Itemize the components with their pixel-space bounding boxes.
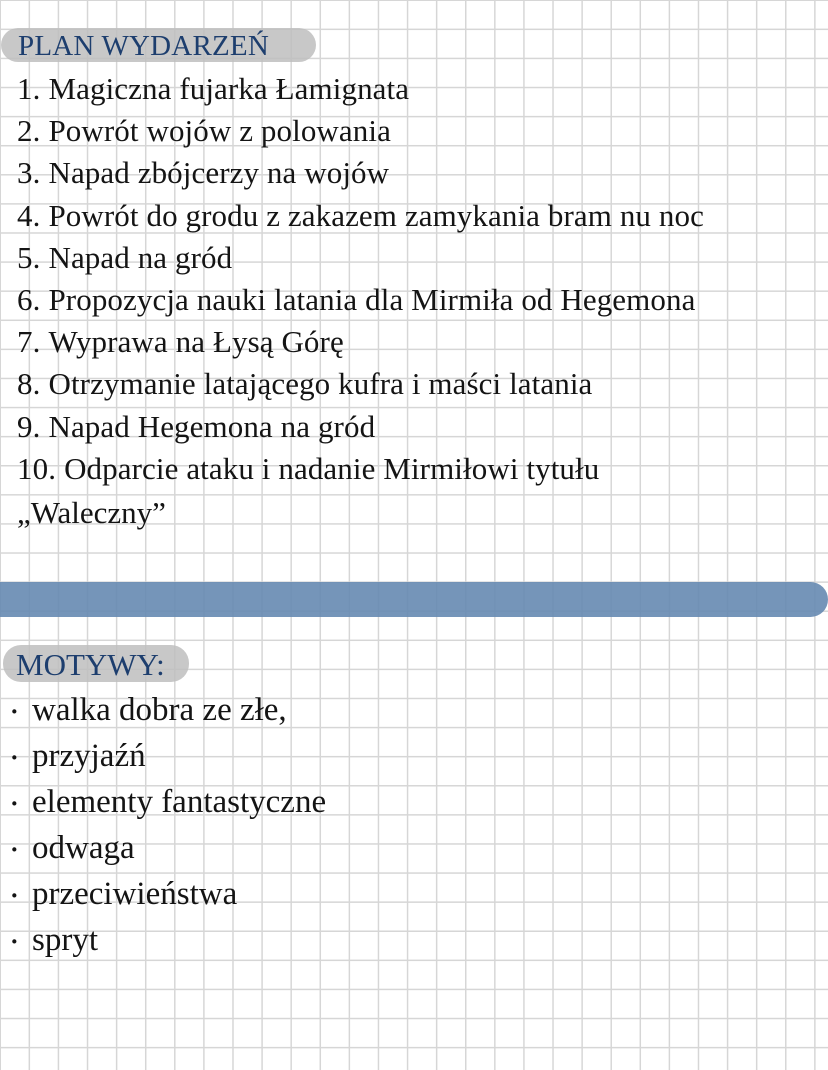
plan-item-text: Otrzymanie latającego kufra i maści latania (48, 366, 593, 402)
motif-item (0, 779, 326, 825)
plan-item (0, 68, 704, 110)
plan-item-text: Odparcie ataku i nadanie Mirmiłowi tytułu (64, 450, 600, 486)
plan-item-number: 6. (17, 281, 41, 317)
plan-item-number: 1. (17, 71, 41, 106)
plan-item-number: 2. (17, 113, 41, 149)
plan-item-text: Propozycja nauki latania dla Mirmiła od Hegemona (48, 281, 696, 317)
motif-item (0, 733, 326, 779)
motif-text: przeciwieństwa (32, 876, 238, 912)
plan-item-continuation: „Waleczny” (17, 495, 166, 530)
plan-item (0, 110, 704, 152)
plan-item-number: 10. (17, 450, 57, 486)
plan-item-number: 8. (17, 366, 41, 402)
plan-events-list (0, 68, 704, 490)
plan-item-text: Magiczna fujarka Łamignata (48, 71, 410, 106)
plan-item (0, 406, 704, 448)
motif-text: przyjaźń (32, 738, 146, 774)
plan-item (0, 363, 704, 405)
section-divider-bar (0, 582, 828, 617)
plan-item-text: Napad Hegemona na gród (48, 408, 376, 444)
plan-item (0, 237, 704, 279)
motif-item (0, 687, 326, 733)
bullet-dot-icon: · (10, 743, 19, 772)
plan-item-text: Powrót do grodu z zakazem zamykania bram nu noc (48, 197, 704, 233)
plan-item-number: 9. (17, 408, 41, 444)
motif-text: walka dobra ze złe, (32, 692, 287, 728)
motif-item (0, 825, 326, 871)
motif-text: odwaga (32, 830, 135, 866)
plan-item (0, 195, 704, 237)
plan-item-text: Powrót wojów z polowania (48, 113, 391, 149)
plan-item-text: Wyprawa na Łysą Górę (48, 324, 344, 360)
plan-item-number: 4. (17, 197, 41, 233)
bullet-dot-icon: · (10, 881, 19, 910)
motif-text: spryt (32, 922, 98, 958)
motif-item (0, 871, 326, 917)
motifs-list (0, 687, 326, 963)
plan-item-number: 5. (17, 239, 41, 275)
motif-item (0, 917, 326, 963)
plan-item (0, 152, 704, 194)
motifs-section-title: MOTYWY: (3, 645, 189, 682)
bullet-dot-icon: · (10, 927, 19, 956)
motif-text: elementy fantastyczne (32, 784, 327, 820)
bullet-dot-icon: · (10, 789, 19, 818)
plan-item-number: 3. (17, 155, 41, 191)
bullet-dot-icon: · (10, 835, 19, 864)
plan-item (0, 321, 704, 363)
plan-item-text: Napad zbójcerzy na wojów (48, 155, 390, 191)
bullet-dot-icon: · (10, 697, 19, 726)
plan-item-number: 7. (17, 324, 41, 360)
plan-item (0, 279, 704, 321)
plan-item (0, 448, 704, 490)
plan-section-title: PLAN WYDARZEŃ (1, 28, 316, 62)
plan-item-text: Napad na gród (48, 239, 233, 275)
